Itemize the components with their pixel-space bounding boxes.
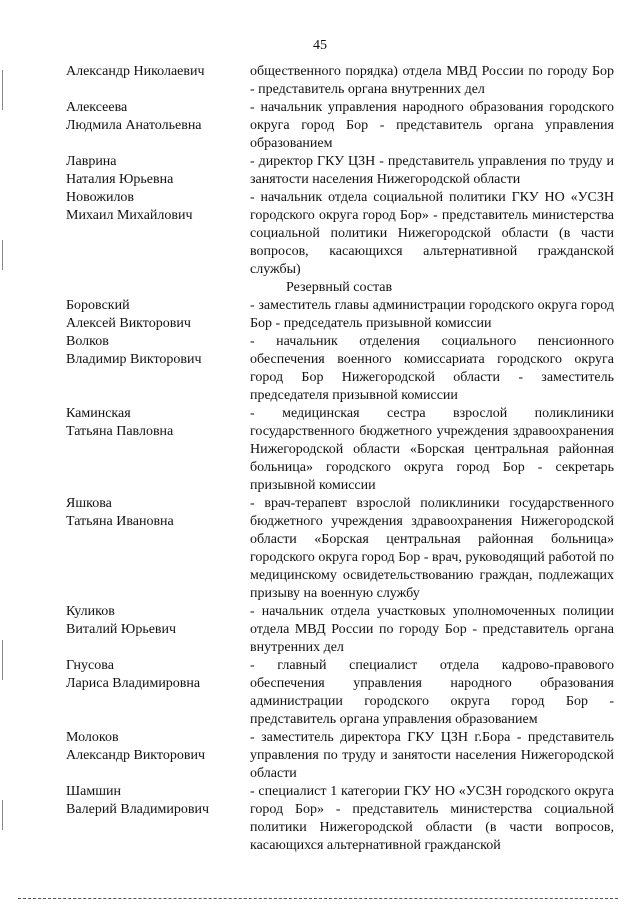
- member-role: - заместитель главы администрации городского округа город Бор - председатель призывной комиссии: [250, 298, 614, 331]
- member-row: [0, 63, 640, 99]
- page-bottom-edge: [18, 898, 618, 900]
- member-name: [66, 63, 246, 81]
- member-role: - врач-терапевт взрослой поликлиники государственного бюджетного учреждения здравоохранения Нижегородской области «Борская центральная районная больница» городского округа город Бор - врач, руководящий работой по медицинскому освидетельствованию граждан, подлежащих призыву на военную службу: [250, 496, 614, 601]
- margin-mark: [2, 640, 3, 680]
- member-role: - начальник отделения социального пенсионного обеспечения военного комиссариата городского округа город Бор Нижегородской области - заместитель председателя призывной комиссии: [250, 334, 614, 403]
- main-members: [0, 63, 640, 279]
- member-name-line: Виталий Юрьевич: [66, 622, 177, 637]
- reserve-heading: Резервный состав: [286, 280, 393, 295]
- member-name-line: Наталия Юрьевна: [66, 172, 174, 187]
- member-role: - заместитель директора ГКУ ЦЗН г.Бора - представитель управления по труду и занятости населения Нижегородской области: [250, 730, 614, 781]
- page-number: 45: [313, 38, 327, 53]
- member-name-line: Куликов: [66, 604, 115, 619]
- member-name-line: Шамшин: [66, 784, 121, 799]
- member-name-line: Алексеева: [66, 100, 128, 115]
- member-name-line: Александр Викторович: [66, 748, 206, 763]
- member-name-line: Молоков: [66, 730, 119, 745]
- member-name-line: Каминская: [66, 406, 131, 421]
- member-name-line: Гнусова: [66, 658, 114, 673]
- member-name-line: Владимир Викторович: [66, 352, 202, 367]
- member-role: - начальник отдела участковых уполномоченных полиции отдела МВД России по городу Бор - представитель органа внутренних дел: [250, 604, 614, 655]
- member-row: [0, 405, 640, 495]
- member-row: [0, 297, 640, 333]
- margin-mark: [2, 70, 3, 110]
- member-row: [0, 189, 640, 279]
- member-name-line: Яшкова: [66, 496, 112, 511]
- commission-list: [0, 63, 640, 855]
- member-row: [0, 333, 640, 405]
- member-name-line: Татьяна Павловна: [66, 424, 174, 439]
- member-row: [0, 783, 640, 855]
- member-role: общественного порядка) отдела МВД России по городу Бор - представитель органа внутренних дел: [250, 64, 614, 97]
- member-name-line: Людмила Анатольевна: [66, 118, 202, 133]
- member-row: [0, 153, 640, 189]
- member-name-line: Новожилов: [66, 190, 135, 205]
- member-name-line: Лариса Владимировна: [66, 676, 201, 691]
- member-name-line: Лаврина: [66, 154, 117, 169]
- member-name-line: Татьяна Ивановна: [66, 514, 174, 529]
- member-name-line: Боровский: [66, 298, 130, 313]
- member-row: [0, 495, 640, 603]
- member-name-line: Алексей Викторович: [66, 316, 191, 331]
- member-name: [66, 603, 246, 639]
- member-name: [66, 783, 246, 819]
- member-name: [66, 297, 246, 333]
- member-row: [0, 99, 640, 153]
- member-name-line: Александр Николаевич: [66, 64, 205, 79]
- member-name: [66, 657, 246, 693]
- member-name-line: Валерий Владимирович: [66, 802, 210, 817]
- member-role: - директор ГКУ ЦЗН - представитель управления по труду и занятости населения Нижегородской области: [250, 154, 614, 187]
- member-name: [66, 99, 246, 135]
- member-role: - начальник управления народного образования городского округа город Бор - представитель органа управления образованием: [250, 100, 614, 151]
- reserve-members: [0, 297, 640, 855]
- member-row: [0, 603, 640, 657]
- member-role: - медицинская сестра взрослой поликлиники государственного бюджетного учреждения здравоохранения Нижегородской области «Борская центральная районная больница» городского округа город Бор - секретарь призывной комиссии: [250, 406, 614, 493]
- member-name: [66, 189, 246, 225]
- member-role: - специалист 1 категории ГКУ НО «УСЗН городского округа город Бор» - представитель министерства социальной политики Нижегородской области (в части вопросов, касающихся альтернативной гражданской: [250, 784, 614, 853]
- member-row: [0, 657, 640, 729]
- member-name-line: Волков: [66, 334, 109, 349]
- member-name: [66, 153, 246, 189]
- member-role: - начальник отдела социальной политики ГКУ НО «УСЗН городского округа город Бор» - представитель министерства социальной политики Нижегородской области (в части вопросов, касающихся альтернативной гражданской службы): [250, 190, 614, 277]
- member-name-line: Михаил Михайлович: [66, 208, 193, 223]
- member-name: [66, 333, 246, 369]
- margin-mark: [2, 240, 3, 270]
- member-role: - главный специалист отдела кадрово-правового обеспечения управления народного образования администрации городского округа город Бор - представитель органа управления образованием: [250, 658, 614, 727]
- member-row: [0, 729, 640, 783]
- member-name: [66, 405, 246, 441]
- margin-mark: [2, 800, 3, 830]
- member-name: [66, 495, 246, 531]
- member-name: [66, 729, 246, 765]
